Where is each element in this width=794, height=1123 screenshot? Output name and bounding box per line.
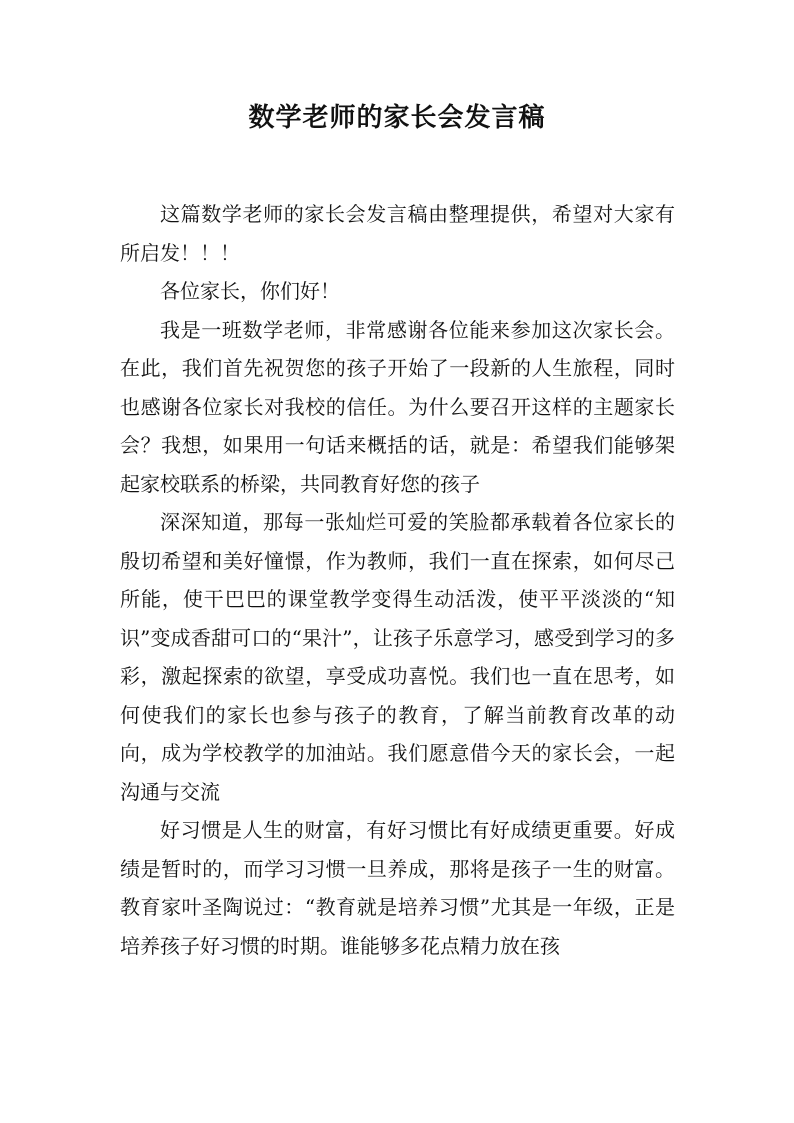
body-paragraph: 深深知道，那每一张灿烂可爱的笑脸都承载着各位家长的殷切希望和美好憧憬，作为教师，我们一直在探索，如何尽己所能，使干巴巴的课堂教学变得生动活泼，使平平淡淡的“知识”变成香甜可口的“果汁”，让孩子乐意学习，感受到学习的多彩，激起探索的欲望，享受成功喜悦。我们也一直在思考，如何使我们的家长也参与孩子的教育，了解当前教育改革的动向，成为学校教学的加油站。我们愿意借今天的家长会，一起沟通与交流 — [120, 510, 675, 804]
body-paragraph: 好习惯是人生的财富，有好习惯比有好成绩更重要。好成绩是暂时的，而学习习惯一旦养成，那将是孩子一生的财富。教育家叶圣陶说过：“教育就是培养习惯”尤其是一年级，正是培养孩子好习惯的时期。谁能够多花点精力放在孩 — [120, 818, 675, 958]
document-title: 数学老师的家长会发言稿 — [248, 103, 546, 133]
greeting-paragraph: 各位家长，你们好！ — [160, 279, 340, 303]
document-body — [120, 195, 675, 965]
intro-paragraph: 这篇数学老师的家长会发言稿由整理提供，希望对大家有所启发！！！ — [120, 202, 675, 265]
body-paragraph: 我是一班数学老师，非常感谢各位能来参加这次家长会。在此，我们首先祝贺您的孩子开始了一段新的人生旅程，同时也感谢各位家长对我校的信任。为什么要召开这样的主题家长会？我想，如果用一句话来概括的话，就是：希望我们能够架起家校联系的桥梁，共同教育好您的孩子 — [120, 317, 675, 496]
